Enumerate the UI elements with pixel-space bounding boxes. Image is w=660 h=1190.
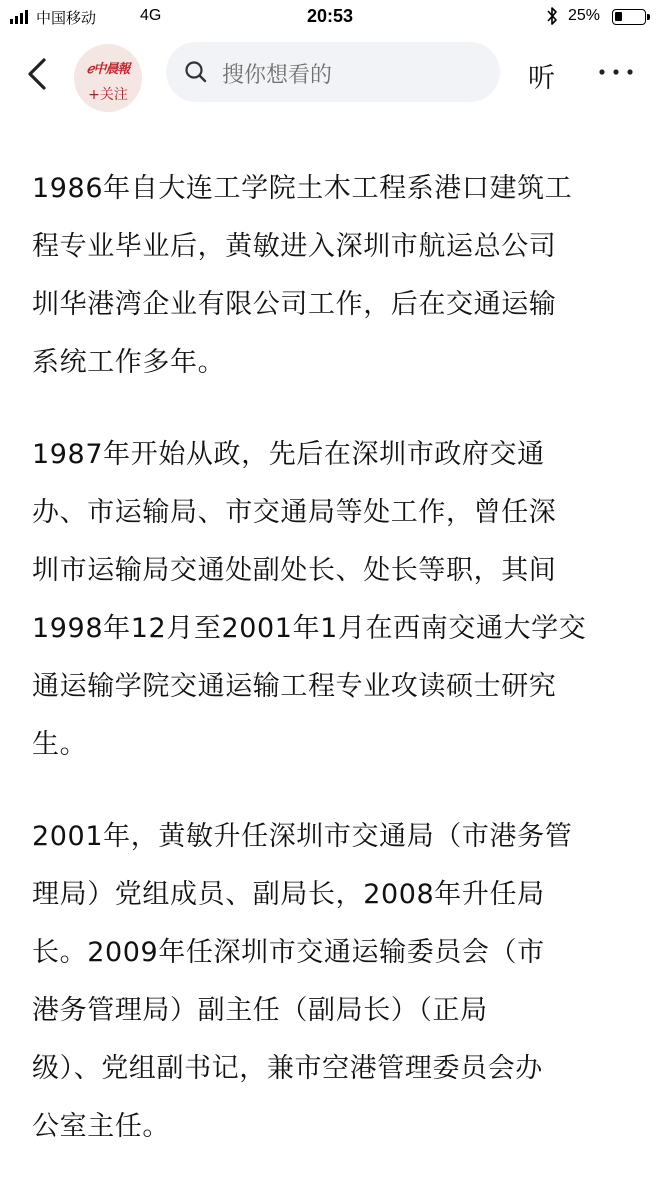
- chevron-left-icon[interactable]: [20, 54, 56, 94]
- paragraph-line: 长。2009年任深圳市交通运输委员会（市: [32, 937, 545, 968]
- carrier-name: 中国移动: [36, 9, 97, 27]
- listen-button[interactable]: 听: [528, 63, 555, 94]
- paragraph-line: 圳华港湾企业有限公司工作，后在交通运输: [32, 289, 557, 320]
- paragraph-line: 理局）党组成员、副局长，2008年升任局: [32, 879, 545, 910]
- article-body: [32, 160, 636, 1190]
- article-paragraph: [32, 426, 636, 774]
- paragraph-line: 生。: [32, 729, 88, 760]
- paragraph-line: 1986年自大连工学院土木工程系港口建筑工: [32, 173, 573, 204]
- search-placeholder: 搜你想看的: [222, 63, 333, 88]
- paragraph-line: 程专业毕业后，黄敏进入深圳市航运总公司: [32, 231, 557, 262]
- account-logo: 𝑒中晨報: [86, 62, 130, 77]
- article-paragraph: [32, 160, 636, 392]
- paragraph-line: 2001年，黄敏升任深圳市交通局（市港务管: [32, 821, 573, 852]
- paragraph-line: 公室主任。: [32, 1111, 170, 1142]
- paragraph-line: 级）、党组副书记，兼市空港管理委员会办: [32, 1053, 543, 1084]
- paragraph-line: 1987年开始从政，先后在深圳市政府交通: [32, 439, 545, 470]
- status-bar: [0, 0, 660, 36]
- account-avatar-follow-button[interactable]: [74, 44, 142, 112]
- paragraph-line: 通运输学院交通运输工程专业攻读硕士研究: [32, 671, 557, 702]
- paragraph-line: 港务管理局）副主任（副局长）（正局: [32, 995, 488, 1026]
- battery-percent: 25%: [568, 7, 601, 24]
- paragraph-line: 办、市运输局、市交通局等处工作，曾任深: [32, 497, 557, 528]
- paragraph-line: 1998年12月至2001年1月在西南交通大学交: [32, 613, 587, 644]
- search-icon: [184, 60, 208, 84]
- battery-level-fill: [615, 12, 622, 21]
- article-paragraph: [32, 808, 636, 1156]
- search-input[interactable]: [166, 42, 500, 102]
- more-horizontal-icon[interactable]: [596, 60, 636, 84]
- status-time: 20:53: [306, 6, 354, 26]
- paragraph-line: 圳市运输局交通处副处长、处长等职，其间: [32, 555, 557, 586]
- top-navigation-bar: [0, 36, 660, 112]
- follow-label: +关注: [88, 87, 128, 103]
- battery-icon: [612, 9, 646, 25]
- paragraph-line: 系统工作多年。: [32, 347, 226, 378]
- bluetooth-icon: [546, 6, 558, 26]
- network-type: 4G: [140, 7, 162, 24]
